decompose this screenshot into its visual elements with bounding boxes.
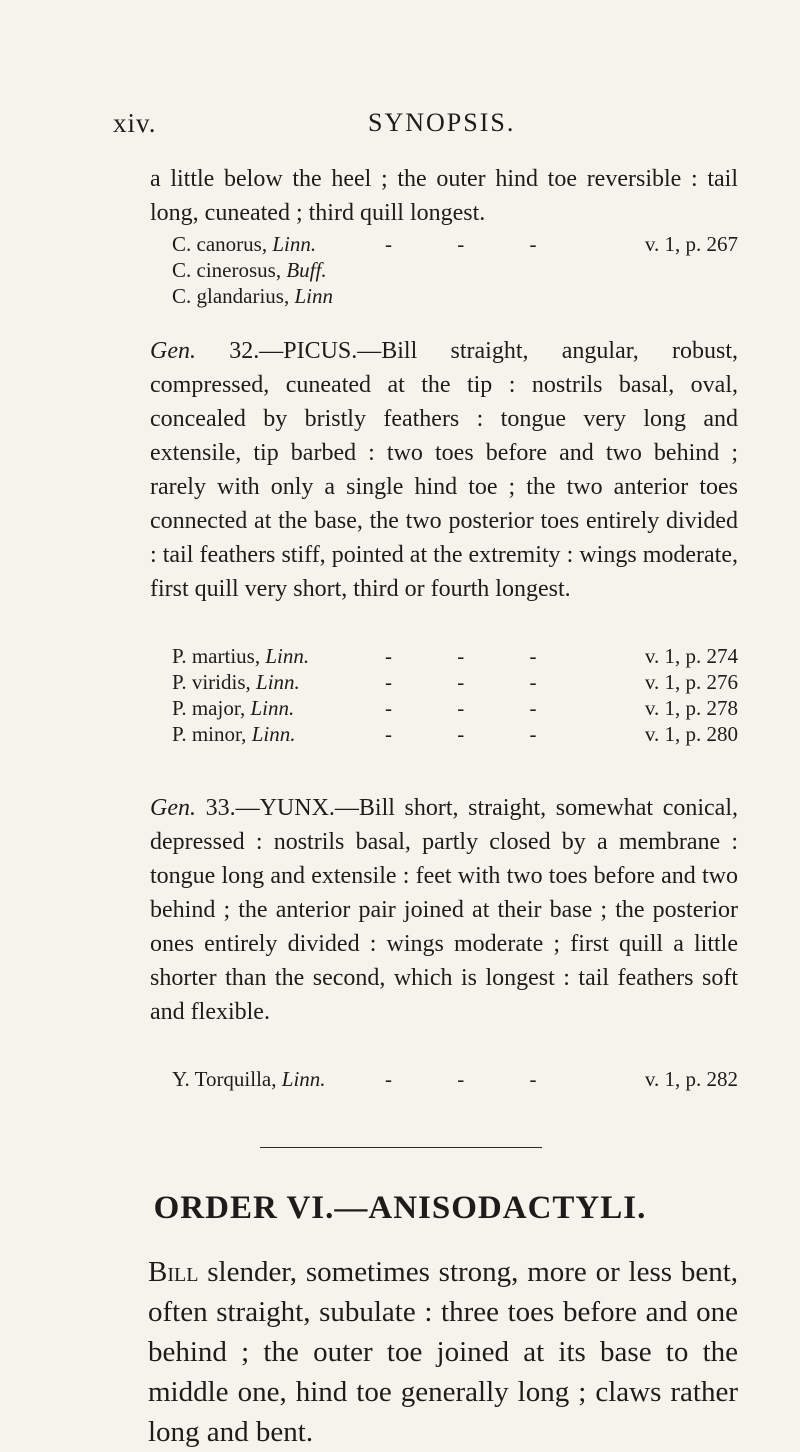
genus-32-text (150, 334, 738, 606)
species-name: C. canorus, (172, 232, 273, 256)
species-row (172, 231, 738, 257)
intro-paragraph (150, 162, 738, 230)
species-reference: v. 1, p. 282 (644, 1067, 738, 1091)
species-author: Linn. (250, 696, 295, 720)
section-divider (260, 1147, 542, 1148)
leader-dashes: - - - (385, 1067, 567, 1091)
species-name-wrap (172, 643, 309, 669)
species-name: Y. Torquilla, (172, 1067, 282, 1091)
leader-dashes: - - - (385, 644, 567, 668)
species-name-wrap (172, 669, 300, 695)
species-reference: v. 1, p. 274 (644, 644, 738, 668)
species-row (172, 721, 738, 747)
species-name: P. minor, (172, 722, 252, 746)
species-name-wrap (172, 257, 327, 283)
page-header (0, 108, 800, 148)
order-lead-word: Bill (148, 1256, 199, 1288)
species-reference: v. 1, p. 276 (644, 670, 738, 694)
genus-32-species-list (172, 643, 738, 747)
species-row (172, 643, 738, 669)
species-row (172, 669, 738, 695)
leader-dashes: - - - (385, 696, 567, 720)
genus-33-text (150, 791, 738, 1029)
species-author: Linn. (272, 232, 317, 256)
species-name-wrap (172, 695, 294, 721)
genus-body: 32.—PICUS.—Bill straight, angular, robust, compressed, cuneated at the tip : nostrils basal, oval, concealed by bristly feathers : tongue very long and extensile, tip barbed : two toes before and two behind ; rarely with only a single hind toe ; the two anterior toes connected at the base, the two posterior toes entirely divided : tail feathers stiff, pointed at the extremity : wings moderate, first quill very short, third or fourth longest. (150, 338, 738, 602)
leader-dashes: - - - (385, 722, 567, 746)
order-text: slender, sometimes strong, more or less bent, often straight, subulate : three toes before and one behind ; the outer toe joined at its base to the middle one, hind toe generally long ; claws rather long and bent. (148, 1256, 738, 1448)
species-name: P. major, (172, 696, 251, 720)
species-row (172, 283, 738, 309)
species-name-wrap (172, 283, 333, 309)
species-author: Linn. (251, 722, 296, 746)
page-number: xiv. (113, 108, 157, 138)
species-row (172, 695, 738, 721)
species-name: P. viridis, (172, 670, 257, 694)
order-heading: ORDER VI.—ANISODACTYLI. (153, 1190, 647, 1226)
leader-dashes: - - - (385, 670, 567, 694)
genus-33-species-list (172, 1066, 738, 1092)
species-row (172, 257, 738, 283)
species-author: Linn. (256, 670, 300, 694)
genus-33-description (150, 791, 738, 1029)
running-title: SYNOPSIS. (368, 108, 516, 137)
genus-body: 33.—YUNX.—Bill short, straight, somewhat conical, depressed : nostrils basal, partly closed by a membrane : tongue long and extensile : feet with two toes before and two behind ; the anterior pair joined at their base ; the posterior ones entirely divided : wings moderate ; first quill a little shorter than the second, which is longest : tail feathers soft and flexible. (150, 795, 738, 1025)
species-reference: v. 1, p. 278 (644, 696, 738, 720)
species-author: Linn. (281, 1067, 326, 1091)
species-author: Buff. (286, 258, 327, 282)
species-reference: v. 1, p. 280 (644, 722, 738, 746)
species-name: C. cinerosus, (172, 258, 287, 282)
species-author: Linn (294, 284, 333, 308)
intro-species-list (172, 231, 738, 309)
leader-dashes: - - - (385, 232, 567, 256)
species-author: Linn. (265, 644, 310, 668)
genus-label: Gen. (150, 795, 196, 821)
genus-32-description (150, 334, 738, 606)
order-description (148, 1252, 738, 1452)
species-name: C. glandarius, (172, 284, 295, 308)
species-name-wrap (172, 721, 295, 747)
species-reference: v. 1, p. 267 (644, 232, 738, 256)
species-name-wrap (172, 1066, 326, 1092)
species-row (172, 1066, 738, 1092)
genus-label: Gen. (150, 338, 196, 364)
species-name-wrap (172, 231, 316, 257)
species-name: P. martius, (172, 644, 266, 668)
intro-text: a little below the heel ; the outer hind toe reversible : tail long, cuneated ; third quill longest. (150, 166, 738, 226)
